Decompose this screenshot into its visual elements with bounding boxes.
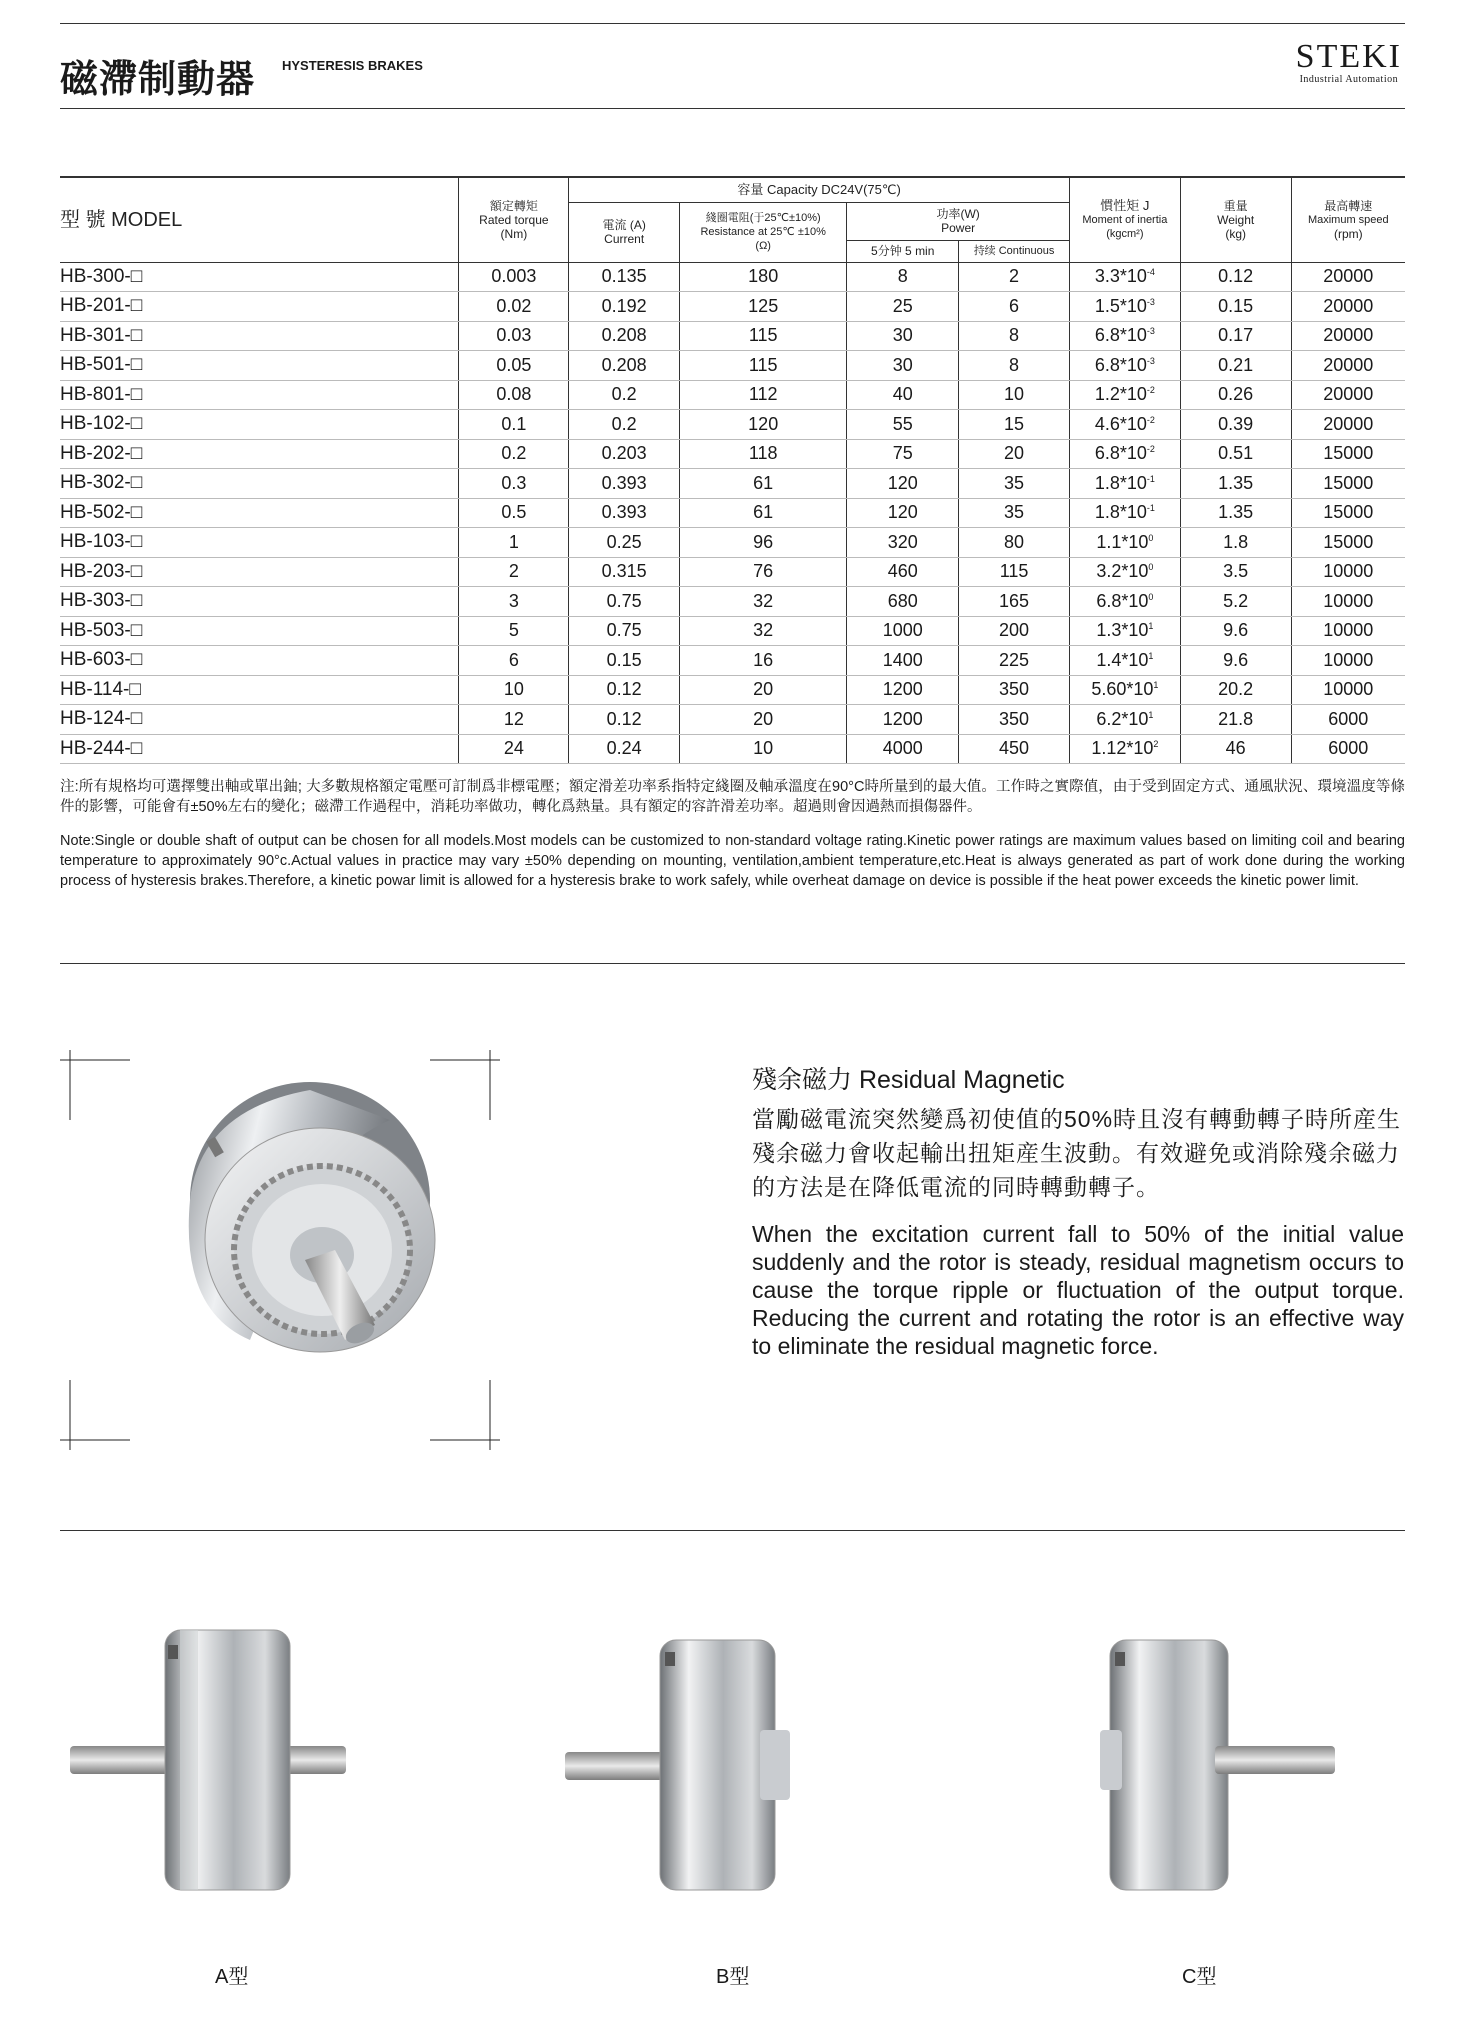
- table-row: [60, 528, 1405, 558]
- cell-w: 0.26: [1180, 380, 1291, 410]
- cell-s: 20000: [1291, 351, 1405, 381]
- cell-pc: 165: [959, 587, 1070, 617]
- cell-inertia: $1.1*10^0$: [1069, 528, 1180, 558]
- cell-model: HB-114-□: [60, 675, 459, 705]
- cell-pc: 225: [959, 646, 1070, 676]
- cell-torque: 10: [459, 675, 569, 705]
- header-power: 功率(W) Power: [847, 202, 1070, 240]
- cell-torque: 5: [459, 616, 569, 646]
- header-inertia: 慣性矩 J Moment of inertia (kgcm²): [1069, 177, 1180, 262]
- cell-pc: 450: [959, 734, 1070, 764]
- cell-current: 0.75: [569, 616, 680, 646]
- cell-p5: 55: [847, 410, 959, 440]
- product-photo: [60, 1050, 500, 1450]
- cell-p5: 120: [847, 498, 959, 528]
- cell-w: 21.8: [1180, 705, 1291, 735]
- type-c-label: C型: [1182, 1966, 1217, 1988]
- cell-inertia: $5.60*10^1$: [1069, 675, 1180, 705]
- cell-torque: 0.5: [459, 498, 569, 528]
- cell-pc: 350: [959, 705, 1070, 735]
- table-row: [60, 587, 1405, 617]
- page-title: 磁滯制動器: [60, 59, 256, 101]
- cell-res: 115: [680, 321, 847, 351]
- cell-res: 20: [680, 675, 847, 705]
- cell-s: 10000: [1291, 557, 1405, 587]
- cell-current: 0.12: [569, 675, 680, 705]
- cell-torque: 0.08: [459, 380, 569, 410]
- header-rule: [60, 108, 1405, 109]
- cell-p5: 680: [847, 587, 959, 617]
- cell-res: 32: [680, 616, 847, 646]
- cell-inertia: $6.8*10^0$: [1069, 587, 1180, 617]
- cell-inertia: $1.3*10^1$: [1069, 616, 1180, 646]
- cell-current: 0.192: [569, 292, 680, 322]
- note-en: Note:Single or double shaft of output can be chosen for all models.Most models can be customized to non-standard voltage rating.Kinetic power ratings are maximum values based on limiting coil and bearing temperature to approximately 90°c.Actual values in practice may vary ±50% depending on mounting, ventilation,ambient temperature,etc.Heat is always generated as part of work done during the working process of hysteresis brakes.Therefore, a kinetic powar limit is allowed for a hysteresis brake to work safely, while overheat damage on device is possible if the heat power exceeds the kinetic power limit.: [60, 833, 1405, 889]
- cell-w: 0.12: [1180, 262, 1291, 292]
- cell-p5: 120: [847, 469, 959, 499]
- residual-text-en: When the excitation current fall to 50% of the initial value suddenly and the rotor is steady, residual magnetism occurs to cause the torque ripple or fluctuation of the output torque. Reducing the current and rotating the rotor is an effective way to eliminate the residual magnetic force.: [752, 1221, 1404, 1359]
- header-power-continuous: 持续 Continuous: [959, 240, 1070, 262]
- cell-inertia: $1.12*10^2$: [1069, 734, 1180, 764]
- cell-inertia: $1.8*10^{-1}$: [1069, 469, 1180, 499]
- cell-pc: 20: [959, 439, 1070, 469]
- cell-current: 0.208: [569, 351, 680, 381]
- type-images: [60, 1620, 1405, 1900]
- cell-torque: 24: [459, 734, 569, 764]
- cell-pc: 80: [959, 528, 1070, 558]
- cell-res: 180: [680, 262, 847, 292]
- cell-pc: 15: [959, 410, 1070, 440]
- cell-torque: 0.2: [459, 439, 569, 469]
- cell-res: 118: [680, 439, 847, 469]
- cell-w: 5.2: [1180, 587, 1291, 617]
- cell-model: HB-301-□: [60, 321, 459, 351]
- cell-p5: 1200: [847, 705, 959, 735]
- table-row: [60, 557, 1405, 587]
- cell-res: 76: [680, 557, 847, 587]
- cell-w: 9.6: [1180, 646, 1291, 676]
- cell-model: HB-202-□: [60, 439, 459, 469]
- cell-res: 96: [680, 528, 847, 558]
- cell-inertia: $4.6*10^{-2}$: [1069, 410, 1180, 440]
- cell-model: HB-302-□: [60, 469, 459, 499]
- table-row: [60, 262, 1405, 292]
- cell-model: HB-102-□: [60, 410, 459, 440]
- cell-w: 1.8: [1180, 528, 1291, 558]
- cell-w: 0.39: [1180, 410, 1291, 440]
- type-b-label: B型: [716, 1966, 750, 1988]
- cell-torque: 3: [459, 587, 569, 617]
- cell-inertia: $6.2*10^1$: [1069, 705, 1180, 735]
- cell-w: 0.21: [1180, 351, 1291, 381]
- table-row: [60, 675, 1405, 705]
- type-c-brake: [1100, 1640, 1335, 1890]
- cell-pc: 2: [959, 262, 1070, 292]
- cell-res: 112: [680, 380, 847, 410]
- logo-tagline: Industrial Automation: [1299, 74, 1399, 85]
- cell-p5: 75: [847, 439, 959, 469]
- cell-res: 16: [680, 646, 847, 676]
- cell-model: HB-244-□: [60, 734, 459, 764]
- cell-model: HB-300-□: [60, 262, 459, 292]
- table-row: [60, 646, 1405, 676]
- cell-p5: 1000: [847, 616, 959, 646]
- cell-inertia: $3.2*10^0$: [1069, 557, 1180, 587]
- cell-current: 0.75: [569, 587, 680, 617]
- cell-inertia: $6.8*10^{-2}$: [1069, 439, 1180, 469]
- cell-pc: 115: [959, 557, 1070, 587]
- type-a-brake: [70, 1630, 346, 1890]
- cell-s: 6000: [1291, 705, 1405, 735]
- cell-w: 0.51: [1180, 439, 1291, 469]
- cell-pc: 350: [959, 675, 1070, 705]
- cell-s: 15000: [1291, 528, 1405, 558]
- cell-res: 125: [680, 292, 847, 322]
- table-row: [60, 498, 1405, 528]
- cell-s: 10000: [1291, 616, 1405, 646]
- cell-inertia: $1.5*10^{-3}$: [1069, 292, 1180, 322]
- cell-current: 0.135: [569, 262, 680, 292]
- cell-model: HB-303-□: [60, 587, 459, 617]
- cell-current: 0.2: [569, 410, 680, 440]
- residual-title: 殘余磁力 Residual Magnetic: [752, 1066, 1065, 1094]
- header-capacity: 容量 Capacity DC24V(75℃): [569, 177, 1070, 202]
- header-speed: 最高轉速 Maximum speed (rpm): [1291, 177, 1405, 262]
- cell-current: 0.393: [569, 498, 680, 528]
- header-resistance: 綫圈電阻(于25℃±10%) Resistance at 25℃ ±10% (Ω): [680, 202, 847, 262]
- page-subtitle: HYSTERESIS BRAKES: [282, 58, 423, 73]
- spec-table: [60, 176, 1405, 764]
- table-row: [60, 321, 1405, 351]
- table-row: [60, 469, 1405, 499]
- cell-w: 0.15: [1180, 292, 1291, 322]
- cell-s: 15000: [1291, 439, 1405, 469]
- cell-s: 20000: [1291, 410, 1405, 440]
- cell-s: 10000: [1291, 646, 1405, 676]
- section-rule-2: [60, 1530, 1405, 1531]
- type-b-brake: [565, 1640, 790, 1890]
- cell-p5: 320: [847, 528, 959, 558]
- table-row: [60, 734, 1405, 764]
- cell-torque: 0.05: [459, 351, 569, 381]
- table-row: [60, 705, 1405, 735]
- cell-s: 20000: [1291, 292, 1405, 322]
- cell-res: 115: [680, 351, 847, 381]
- cell-res: 10: [680, 734, 847, 764]
- cell-torque: 12: [459, 705, 569, 735]
- cell-w: 1.35: [1180, 469, 1291, 499]
- company-logo: [1296, 40, 1402, 85]
- cell-w: 3.5: [1180, 557, 1291, 587]
- table-row: [60, 351, 1405, 381]
- cell-pc: 200: [959, 616, 1070, 646]
- cell-s: 10000: [1291, 587, 1405, 617]
- table-row: [60, 439, 1405, 469]
- table-row: [60, 616, 1405, 646]
- cell-torque: 0.03: [459, 321, 569, 351]
- cell-p5: 8: [847, 262, 959, 292]
- cell-inertia: $3.3*10^{-4}$: [1069, 262, 1180, 292]
- cell-current: 0.315: [569, 557, 680, 587]
- logo-brand: STEKI: [1295, 38, 1402, 75]
- cell-inertia: $6.8*10^{-3}$: [1069, 351, 1180, 381]
- cell-res: 61: [680, 498, 847, 528]
- cell-res: 20: [680, 705, 847, 735]
- cell-torque: 0.02: [459, 292, 569, 322]
- cell-model: HB-203-□: [60, 557, 459, 587]
- cell-current: 0.208: [569, 321, 680, 351]
- header-torque: 額定轉矩 Rated torque (Nm): [459, 177, 569, 262]
- cell-w: 9.6: [1180, 616, 1291, 646]
- cell-model: HB-103-□: [60, 528, 459, 558]
- cell-s: 20000: [1291, 380, 1405, 410]
- cell-model: HB-503-□: [60, 616, 459, 646]
- note-cn: 注:所有規格均可選擇雙出軸或單出鈾; 大多數規格額定電壓可訂制爲非標電壓；額定滑差功率系指特定綫圈及軸承溫度在90°C時所量到的最大值。工作時之實際值，由于受到固定方式、通風狀況、環境溫度等條件的影響，可能會有±50%左右的變化；磁滯工作過程中，消耗功率做功，轉化爲熱量。具有額定的容許滑差功率。超過則會因過熱而損傷器件。: [60, 779, 1405, 815]
- cell-model: HB-502-□: [60, 498, 459, 528]
- cell-pc: 35: [959, 498, 1070, 528]
- top-rule: [60, 23, 1405, 24]
- table-row: [60, 380, 1405, 410]
- cell-current: 0.12: [569, 705, 680, 735]
- cell-current: 0.24: [569, 734, 680, 764]
- cell-s: 20000: [1291, 262, 1405, 292]
- cell-model: HB-201-□: [60, 292, 459, 322]
- cell-s: 20000: [1291, 321, 1405, 351]
- cell-inertia: $1.4*10^1$: [1069, 646, 1180, 676]
- cell-p5: 460: [847, 557, 959, 587]
- cell-s: 15000: [1291, 469, 1405, 499]
- cell-model: HB-603-□: [60, 646, 459, 676]
- cell-p5: 30: [847, 321, 959, 351]
- cell-torque: 2: [459, 557, 569, 587]
- cell-current: 0.15: [569, 646, 680, 676]
- cell-torque: 0.1: [459, 410, 569, 440]
- cell-current: 0.393: [569, 469, 680, 499]
- cell-torque: 0.3: [459, 469, 569, 499]
- cell-p5: 25: [847, 292, 959, 322]
- cell-pc: 10: [959, 380, 1070, 410]
- section-rule-1: [60, 963, 1405, 964]
- header-weight: 重量 Weight (kg): [1180, 177, 1291, 262]
- cell-w: 0.17: [1180, 321, 1291, 351]
- cell-p5: 1400: [847, 646, 959, 676]
- table-row: [60, 410, 1405, 440]
- cell-pc: 6: [959, 292, 1070, 322]
- cell-model: HB-501-□: [60, 351, 459, 381]
- cell-inertia: $1.2*10^{-2}$: [1069, 380, 1180, 410]
- cell-s: 15000: [1291, 498, 1405, 528]
- header-power-5min: 5分钟 5 min: [847, 240, 959, 262]
- cell-res: 61: [680, 469, 847, 499]
- cell-torque: 6: [459, 646, 569, 676]
- cell-inertia: $1.8*10^{-1}$: [1069, 498, 1180, 528]
- cell-pc: 8: [959, 321, 1070, 351]
- cell-p5: 4000: [847, 734, 959, 764]
- cell-w: 1.35: [1180, 498, 1291, 528]
- header-model: 型 號 MODEL: [60, 177, 459, 262]
- cell-w: 20.2: [1180, 675, 1291, 705]
- cell-current: 0.25: [569, 528, 680, 558]
- cell-model: HB-124-□: [60, 705, 459, 735]
- cell-s: 6000: [1291, 734, 1405, 764]
- cell-model: HB-801-□: [60, 380, 459, 410]
- cell-torque: 0.003: [459, 262, 569, 292]
- cell-w: 46: [1180, 734, 1291, 764]
- cell-p5: 40: [847, 380, 959, 410]
- header-current: 電流 (A) Current: [569, 202, 680, 262]
- type-a-label: A型: [215, 1966, 249, 1988]
- residual-text-cn: 當勵磁電流突然變爲初使值的50%時且沒有轉動轉子時所産生殘余磁力會收起輸出扭矩産生波動。有效避免或消除殘余磁力的方法是在降低電流的同時轉動轉子。: [752, 1106, 1402, 1200]
- cell-p5: 30: [847, 351, 959, 381]
- cell-pc: 35: [959, 469, 1070, 499]
- cell-res: 120: [680, 410, 847, 440]
- cell-s: 10000: [1291, 675, 1405, 705]
- cell-pc: 8: [959, 351, 1070, 381]
- cell-res: 32: [680, 587, 847, 617]
- cell-current: 0.203: [569, 439, 680, 469]
- cell-p5: 1200: [847, 675, 959, 705]
- cell-current: 0.2: [569, 380, 680, 410]
- cell-inertia: $6.8*10^{-3}$: [1069, 321, 1180, 351]
- cell-torque: 1: [459, 528, 569, 558]
- table-row: [60, 292, 1405, 322]
